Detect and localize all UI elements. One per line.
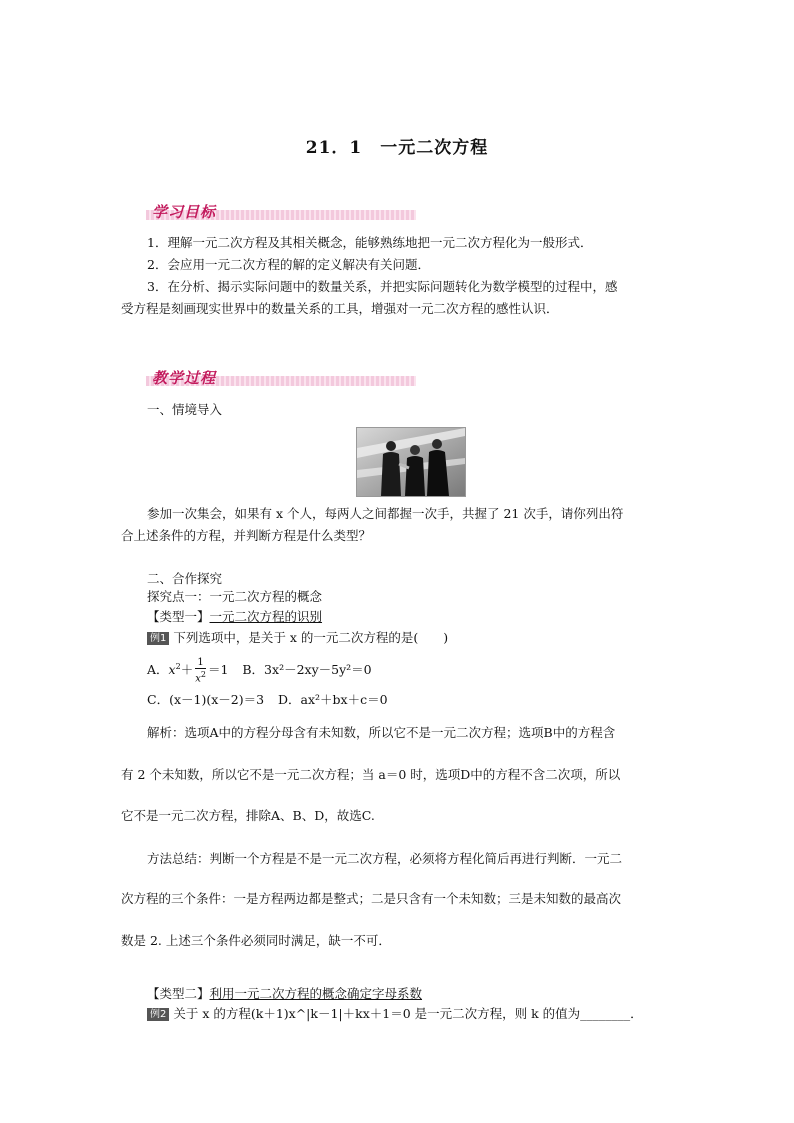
goals-heading xyxy=(146,203,426,223)
goals-heading-text: 学习目标 xyxy=(152,203,217,221)
process-heading xyxy=(146,369,426,389)
example-1-badge: 例1 xyxy=(147,632,169,645)
type-2-bracket: 【类型二】 xyxy=(147,986,210,1001)
option-c: C．(x－1)(x－2)＝3 xyxy=(147,692,265,707)
example-1-text: 下列选项中，是关于 x 的一元二次方程的是( ) xyxy=(173,630,449,645)
example-1 xyxy=(147,627,448,649)
summary-line-3: 数是 2. 上述三个条件必须同时满足，缺一不可． xyxy=(121,933,391,948)
options-row-2 xyxy=(147,689,388,711)
goal-item-3: 3．在分析、揭示实际问题中的数量关系，并把实际问题转化为数学模型的过程中，感 xyxy=(147,279,618,294)
example-2-badge: 例2 xyxy=(147,1008,169,1021)
page-title: 21．1 一元二次方程 xyxy=(305,138,489,158)
option-a: A．$x^2+$ $\frac{1}{x^2}$ ＝1 xyxy=(147,656,229,685)
section-explore: 二、合作探究 xyxy=(147,571,223,586)
process-heading-text: 教学过程 xyxy=(152,369,217,387)
type-1-bracket: 【类型一】 xyxy=(147,609,210,624)
intro-line-2: 合上述条件的方程，并判断方程是什么类型？ xyxy=(121,528,372,543)
analysis-line-3: 它不是一元二次方程，排除A、B、D，故选C. xyxy=(121,808,375,823)
goal-item-3-cont: 受方程是刻画现实世界中的数量关系的工具，增强对一元二次方程的感性认识． xyxy=(121,301,559,316)
explore-point-1: 探究点一：一元二次方程的概念 xyxy=(147,589,323,604)
goal-item-1: 1．理解一元二次方程及其相关概念，能够熟练地把一元二次方程化为一般形式． xyxy=(147,235,593,250)
goal-item-2: 2．会应用一元二次方程的解的定义解决有关问题． xyxy=(147,257,430,272)
example-2-text: 关于 x 的方程(k＋1)x^|k－1|＋kx＋1＝0 是一元二次方程，则 k 的值为________． xyxy=(173,1006,643,1021)
summary-line-2: 次方程的三个条件：一是方程两边都是整式；二是只含有一个未知数；三是未知数的最高次 xyxy=(121,891,622,906)
intro-line-1: 参加一次集会，如果有 x 个人，每两人之间都握一次手，共握了 21 次手，请你列出符 xyxy=(147,506,624,521)
fraction: $\frac{1}{x^2}$ xyxy=(195,656,206,685)
type-1-heading xyxy=(147,606,322,628)
analysis-line-2: 有 2 个未知数，所以它不是一元二次方程；当 a＝0 时，选项D中的方程不含二次项，所以 xyxy=(121,767,621,782)
summary-line-1: 方法总结：判断一个方程是不是一元二次方程，必须将方程化简后再进行判断．一元二 xyxy=(147,851,623,866)
type-2-title: 利用一元二次方程的概念确定字母系数 xyxy=(209,986,423,1001)
example-2 xyxy=(147,1003,643,1025)
type-1-title: 一元二次方程的识别 xyxy=(209,609,323,624)
section-situation: 一、情境导入 xyxy=(147,402,223,417)
option-d: D．ax²＋bx＋c＝0 xyxy=(278,692,388,707)
handshake-photo xyxy=(356,427,466,497)
option-b: B．3x²－2xy－5y²＝0 xyxy=(242,662,372,678)
analysis-line-1: 解析：选项A中的方程分母含有未知数，所以它不是一元二次方程；选项B中的方程含 xyxy=(147,725,616,740)
type-2-heading xyxy=(147,983,422,1005)
options-row-1 xyxy=(147,656,372,684)
